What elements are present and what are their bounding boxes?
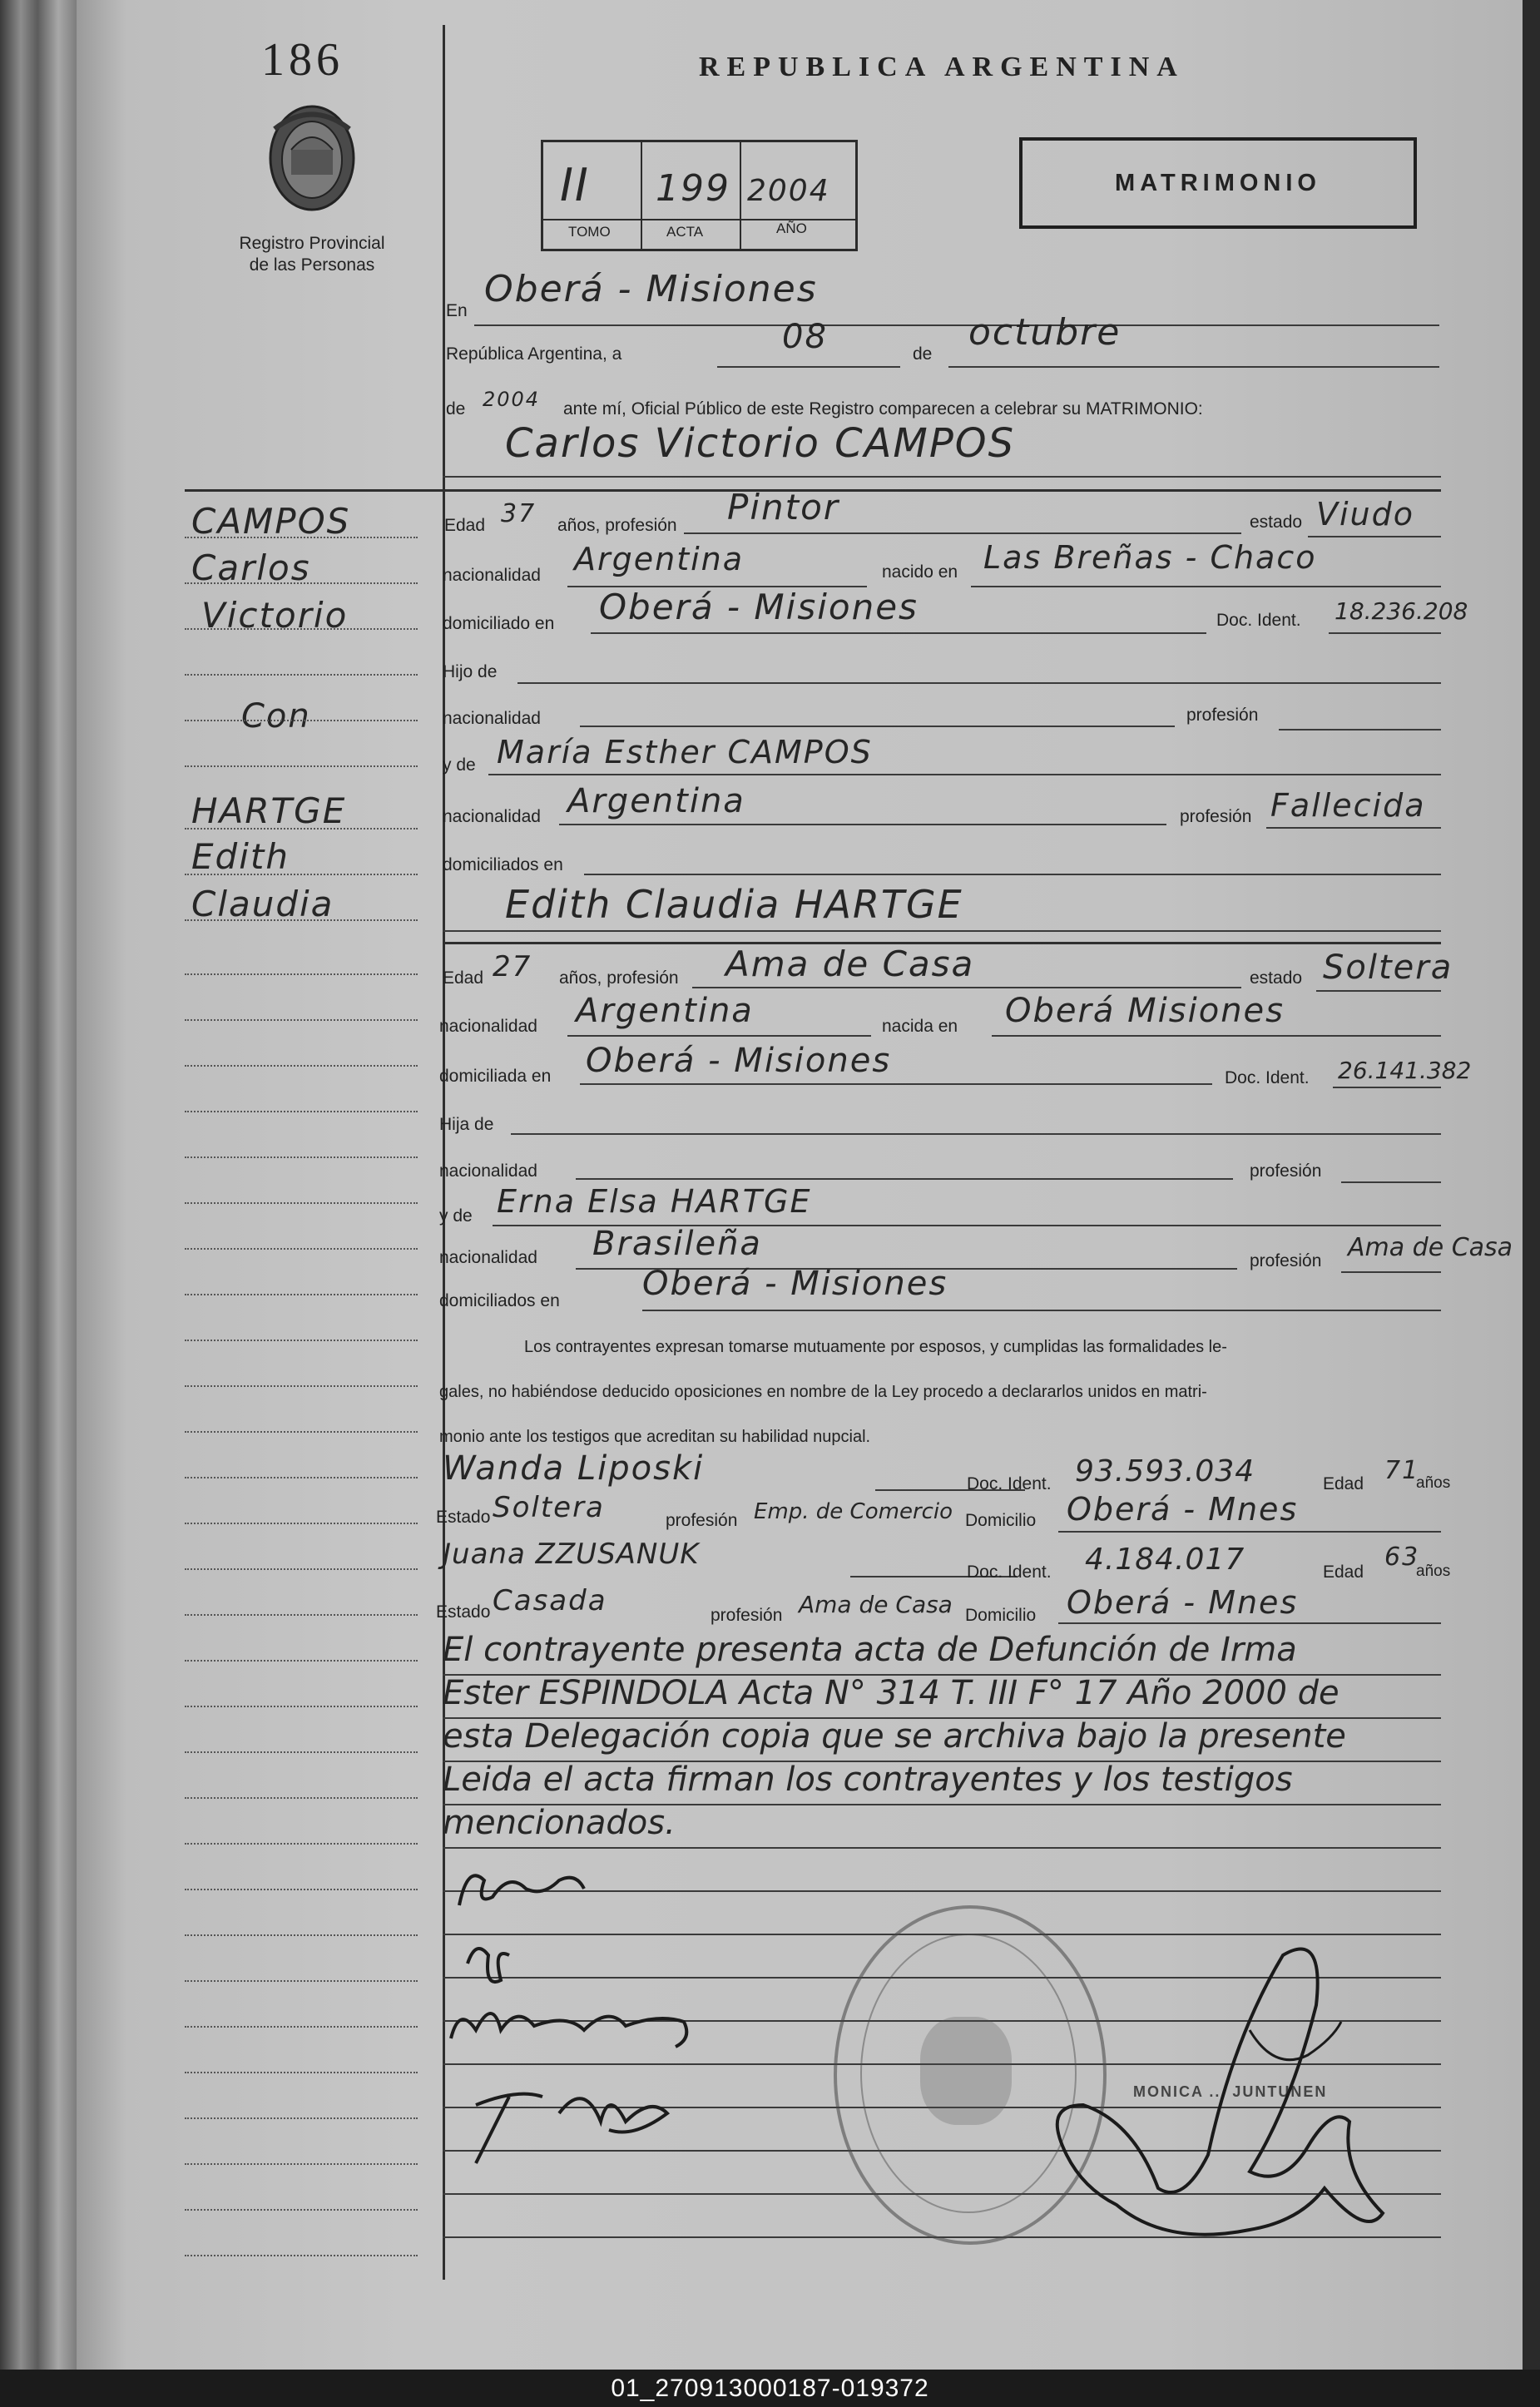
ano-label: AÑO [776, 220, 807, 236]
groom-nac3-value: Argentina [567, 782, 745, 820]
month-value: octubre [968, 311, 1122, 354]
bride-doc-label: Doc. Ident. [1225, 1068, 1310, 1087]
bride-domiciliados-value: Oberá - Misiones [642, 1265, 948, 1303]
witness1-profesion-label: profesión [666, 1511, 738, 1530]
file-id: 01_270913000187-019372 [611, 2374, 929, 2402]
register-page [77, 0, 1523, 2370]
groom-nacido-value: Las Breñas - Chaco [983, 539, 1317, 576]
groom-dom-label: domiciliado en [443, 614, 555, 633]
tomo-value: II [560, 159, 590, 211]
coat-of-arms-icon [266, 100, 358, 216]
day-value: 08 [782, 318, 828, 356]
bride-profesion-value: Ama de Casa [725, 943, 975, 984]
witness1-domicilio-value: Oberá - Mnes [1067, 1491, 1299, 1528]
act-type-box [1019, 137, 1417, 229]
bride-estado-value: Soltera [1323, 948, 1453, 987]
registry-name: Registro Provincial de las Personas [239, 234, 385, 275]
witness1-profesion-value: Emp. de Comercio [754, 1499, 953, 1524]
groom-nac-label: nacionalidad [443, 566, 541, 585]
bride-prof2-label: profesión [1250, 1161, 1322, 1181]
witness1-edad-value: 71 [1384, 1456, 1420, 1485]
groom-prof3-label: profesión [1180, 807, 1252, 826]
acta-value: 199 [656, 167, 730, 210]
bride-hija-label: Hija de [439, 1115, 494, 1134]
de2-label: de [446, 399, 466, 419]
bride-fullname: Edith Claudia HARTGE [505, 882, 963, 927]
signatures [443, 1847, 775, 2197]
witness2-name: Juana ZZUSANUK [443, 1538, 700, 1571]
groom-nacido-label: nacido en [882, 562, 958, 582]
de-label: de [913, 344, 933, 364]
bride-nac3-label: nacionalidad [439, 1248, 537, 1267]
bride-doc-value: 26.141.382 [1338, 1057, 1472, 1084]
witness2-domicilio-label: Domicilio [965, 1606, 1037, 1625]
republica-label: República Argentina, a [446, 344, 622, 364]
margin-bride-name2: Claudia [191, 884, 334, 924]
bride-nac2-label: nacionalidad [439, 1161, 537, 1181]
groom-dom-value: Oberá - Misiones [599, 587, 919, 627]
stamp-text: MONICA ... JUNTUNEN [1133, 2083, 1328, 2100]
witness2-estado-value: Casada [493, 1584, 607, 1617]
witness1-estado-label: Estado [436, 1508, 491, 1527]
witness1-doc-value: 93.593.034 [1075, 1454, 1255, 1488]
place-value: Oberá - Misiones [484, 268, 818, 310]
acta-label: ACTA [666, 224, 704, 240]
witness2-profesion-value: Ama de Casa [799, 1591, 953, 1618]
groom-nac2-label: nacionalidad [443, 709, 541, 728]
witness2-doc-label: Doc. Ident. [967, 1563, 1052, 1582]
groom-yde-label: y de [443, 755, 476, 775]
official-signature [1033, 1939, 1416, 2255]
groom-madre-value: María Esther CAMPOS [497, 734, 873, 770]
witness2-anos-label: años [1416, 1563, 1451, 1580]
bride-nacida-label: nacida en [882, 1017, 958, 1036]
record-box [541, 140, 858, 251]
groom-fullname: Carlos Victorio CAMPOS [505, 420, 1016, 467]
bride-dom-value: Oberá - Misiones [586, 1042, 892, 1080]
bride-madre-value: Erna Elsa HARTGE [497, 1183, 812, 1220]
witness1-anos-label: años [1416, 1474, 1451, 1492]
year-value: 2004 [483, 388, 541, 411]
ano-value: 2004 [747, 174, 830, 208]
en-label: En [446, 301, 468, 320]
bride-estado-label: estado [1250, 968, 1303, 988]
country-title: REPUBLICA ARGENTINA [699, 52, 1185, 82]
witness2-edad-label: Edad [1323, 1563, 1364, 1582]
note-line-3: esta Delegación copia que se archiva bajo la presente [443, 1717, 1346, 1756]
note-line-1: El contrayente presenta acta de Defunción de Irma [443, 1631, 1297, 1669]
groom-edad-value: 37 [501, 499, 537, 528]
bride-edad-value: 27 [493, 950, 532, 983]
witness1-edad-label: Edad [1323, 1474, 1364, 1493]
body-line-2: gales, no habiéndose deducido oposiciones en nombre de la Ley procedo a declararlos unidos en matri- [439, 1383, 1207, 1401]
groom-hijo-label: Hijo de [443, 662, 498, 681]
witness1-doc-label: Doc. Ident. [967, 1474, 1052, 1493]
witness2-profesion-label: profesión [711, 1606, 783, 1625]
bride-anos-label: años, profesión [559, 968, 679, 988]
groom-profesion-value: Pintor [727, 487, 840, 527]
groom-prof2-label: profesión [1186, 706, 1259, 725]
witness2-doc-value: 4.184.017 [1085, 1543, 1245, 1577]
groom-doc-label: Doc. Ident. [1216, 611, 1301, 630]
groom-nac3-label: nacionalidad [443, 807, 541, 826]
bride-prof3-label: profesión [1250, 1251, 1322, 1270]
margin-groom-name1: Carlos [191, 547, 311, 588]
witness1-domicilio-label: Domicilio [965, 1511, 1037, 1530]
page-number: 186 [261, 34, 344, 86]
bride-dom-label: domiciliada en [439, 1067, 552, 1086]
witness1-name: Wanda Liposki [443, 1449, 705, 1488]
margin-groom-surname: CAMPOS [191, 501, 351, 542]
body-line-1: Los contrayentes expresan tomarse mutuamente por esposos, y cumplidas las formalidades le- [524, 1338, 1227, 1356]
bride-yde-label: y de [439, 1206, 473, 1226]
bride-nacida-value: Oberá Misiones [1005, 992, 1285, 1030]
witness2-estado-label: Estado [436, 1602, 491, 1622]
groom-prof3-value: Fallecida [1270, 787, 1426, 824]
bride-edad-label: Edad [443, 968, 484, 988]
act-type: MATRIMONIO [1115, 169, 1321, 196]
bride-domiciliados-label: domiciliados en [439, 1291, 560, 1310]
groom-anos-label: años, profesión [557, 516, 677, 535]
body-line-3: monio ante los testigos que acreditan su habilidad nupcial. [439, 1428, 871, 1446]
note-line-5: mencionados. [443, 1804, 676, 1842]
margin-bride-surname: HARTGE [191, 790, 347, 831]
margin-con: Con [241, 697, 311, 735]
bride-nac-label: nacionalidad [439, 1017, 537, 1036]
groom-edad-label: Edad [444, 516, 486, 535]
bride-nac3-value: Brasileña [592, 1225, 762, 1263]
tomo-label: TOMO [568, 224, 611, 240]
witness2-domicilio-value: Oberá - Mnes [1067, 1584, 1299, 1621]
groom-domiciliados-label: domiciliados en [443, 855, 563, 874]
left-page-edge [0, 0, 79, 2370]
groom-doc-value: 18.236.208 [1335, 597, 1468, 625]
bride-prof3-value: Ama de Casa [1348, 1233, 1513, 1262]
note-line-2: Ester ESPINDOLA Acta N° 314 T. III F° 17 Año 2000 de [443, 1674, 1339, 1712]
file-id-bar [0, 2370, 1540, 2407]
groom-nac-value: Argentina [574, 541, 745, 577]
groom-estado-label: estado [1250, 513, 1303, 532]
margin-bride-name1: Edith [191, 836, 290, 877]
bride-nac-value: Argentina [576, 992, 754, 1030]
groom-estado-value: Viudo [1316, 496, 1415, 532]
statement-text: ante mí, Oficial Público de este Registro comparecen a celebrar su MATRIMONIO: [563, 399, 1203, 419]
witness1-estado-value: Soltera [493, 1491, 605, 1524]
margin-groom-name2: Victorio [201, 595, 349, 636]
witness2-edad-value: 63 [1384, 1543, 1420, 1572]
note-line-4: Leida el acta firman los contrayentes y los testigos [443, 1761, 1293, 1799]
